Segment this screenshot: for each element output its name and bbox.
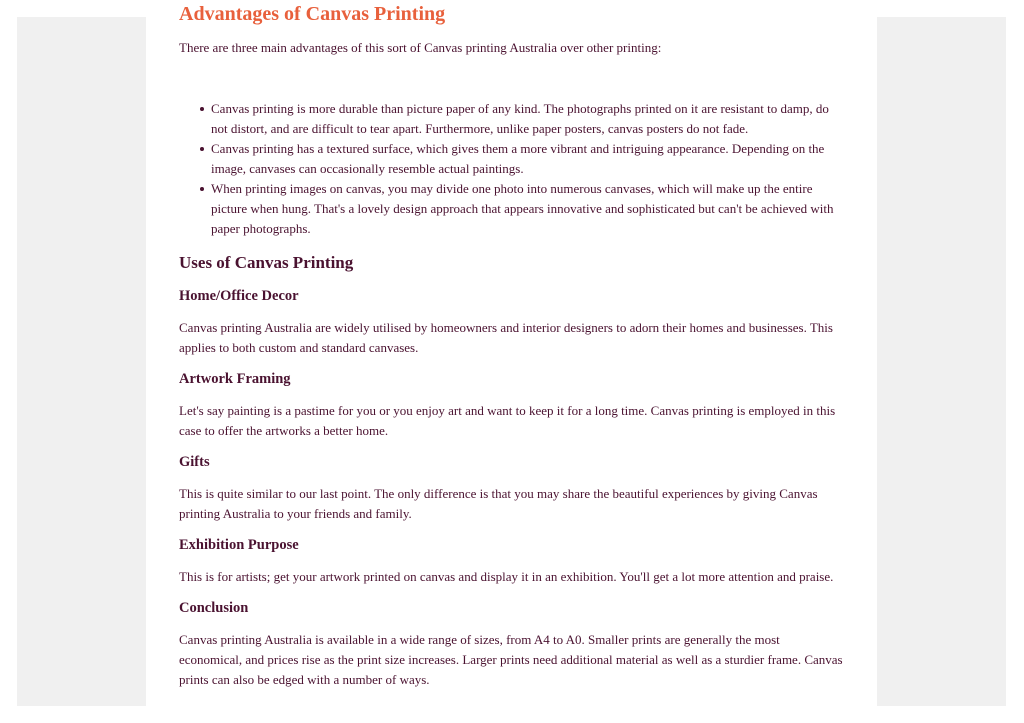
section-heading-conclusion: Conclusion (179, 600, 249, 616)
list-item: Canvas printing has a textured surface, which gives them a more vibrant and intriguing appearance. Depending on the image, canvases can occasionally resemble actual paintings. (211, 139, 845, 179)
section-heading-home-office-decor: Home/Office Decor (179, 288, 299, 304)
section-heading-gifts: Gifts (179, 454, 210, 470)
list-item: When printing images on canvas, you may divide one photo into numerous canvases, which will make up the entire picture when hung. That's a lovely design approach that appears innovative and sophisticated but can't be achieved with paper photographs. (211, 179, 845, 239)
article-content (179, 0, 845, 690)
list-item: Canvas printing is more durable than picture paper of any kind. The photographs printed on it are resistant to damp, do not distort, and are difficult to tear apart. Furthermore, unlike paper posters, canvas posters do not fade. (211, 99, 845, 139)
section-heading-artwork-framing: Artwork Framing (179, 371, 291, 387)
article-container (146, 3, 877, 706)
page-background (17, 3, 1006, 706)
section-text-home-office-decor: Canvas printing Australia are widely utilised by homeowners and interior designers to adorn their homes and businesses. This applies to both custom and standard canvases. (179, 320, 833, 355)
uses-heading: Uses of Canvas Printing (179, 253, 354, 272)
section-text-exhibition-purpose: This is for artists; get your artwork printed on canvas and display it in an exhibition. You'll get a lot more attention and praise. (179, 569, 834, 584)
section-heading-exhibition-purpose: Exhibition Purpose (179, 537, 299, 553)
section-text-gifts: This is quite similar to our last point. The only difference is that you may share the beautiful experiences by giving Canvas printing Australia to your friends and family. (179, 486, 818, 521)
advantages-intro: There are three main advantages of this sort of Canvas printing Australia over other printing: (179, 40, 662, 55)
section-text-artwork-framing: Let's say painting is a pastime for you or you enjoy art and want to keep it for a long time. Canvas printing is employed in this case to offer the artworks a better home. (179, 403, 836, 438)
section-text-conclusion: Canvas printing Australia is available in a wide range of sizes, from A4 to A0. Smaller prints are generally the most economical, and prices rise as the print size increases. Larger prints need additional material as well as a sturdier frame. Canvas prints can also be edged with a number of ways. (179, 632, 843, 687)
advantages-heading: Advantages of Canvas Printing (179, 3, 446, 25)
advantages-list (179, 99, 845, 239)
